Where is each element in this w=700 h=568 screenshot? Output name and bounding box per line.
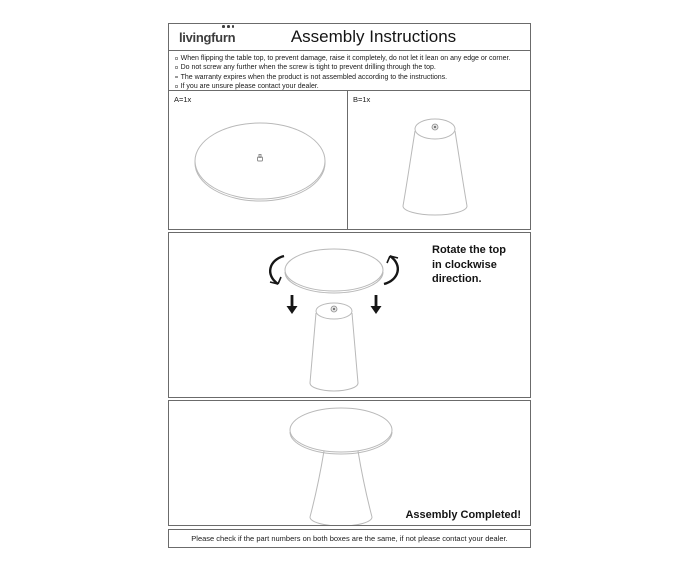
base-drawing (348, 91, 530, 229)
bullet-square-icon (175, 57, 178, 60)
warning-text: The warranty expires when the product is not assembled according to the instructions. (180, 73, 448, 81)
part-b-cell (348, 91, 530, 229)
nut-icon (331, 306, 337, 312)
warning-item (173, 73, 526, 82)
completed-label: Assembly Completed! (405, 509, 521, 521)
down-arrow-icon (371, 295, 382, 314)
rotate-arrow-left-icon (270, 256, 284, 284)
completed-section (168, 400, 531, 526)
down-arrow-icon (287, 295, 298, 314)
nut-icon (432, 124, 438, 130)
part-b-label: B=1x (353, 95, 371, 104)
header (169, 24, 530, 51)
rotate-step-section (168, 232, 531, 398)
screw-icon (258, 155, 263, 162)
bullet-square-icon (175, 76, 178, 79)
part-a-label: A=1x (174, 95, 192, 104)
table-top-drawing (169, 91, 348, 229)
warning-text: If you are unsure please contact your dealer. (180, 83, 319, 91)
parts-row (169, 91, 530, 229)
rotate-arrow-right-icon (384, 256, 398, 284)
warning-item (173, 63, 526, 72)
bullet-square-icon (175, 66, 178, 69)
top-section (168, 23, 531, 230)
warning-text: Do not screw any further when the screw is tight to prevent drilling through the top. (180, 64, 436, 72)
warning-item (173, 54, 526, 63)
brand-name: livingfurn (179, 30, 236, 45)
footer-note-text: Please check if the part numbers on both boxes are the same, if not please contact your dealer. (191, 534, 508, 543)
page-title: Assembly Instructions (290, 27, 457, 46)
part-a-cell (169, 91, 348, 229)
assembled-table-drawing (169, 401, 530, 525)
bullet-square-icon (175, 85, 178, 88)
document-page (168, 23, 531, 547)
warning-text: When flipping the table top, to prevent damage, raise it completely, do not let it lean on any edge or corner. (180, 55, 511, 62)
rotate-instruction-text: Rotate the top in clockwise direction. (432, 244, 506, 285)
footer-note-bar (168, 529, 531, 548)
warning-list (169, 51, 530, 91)
